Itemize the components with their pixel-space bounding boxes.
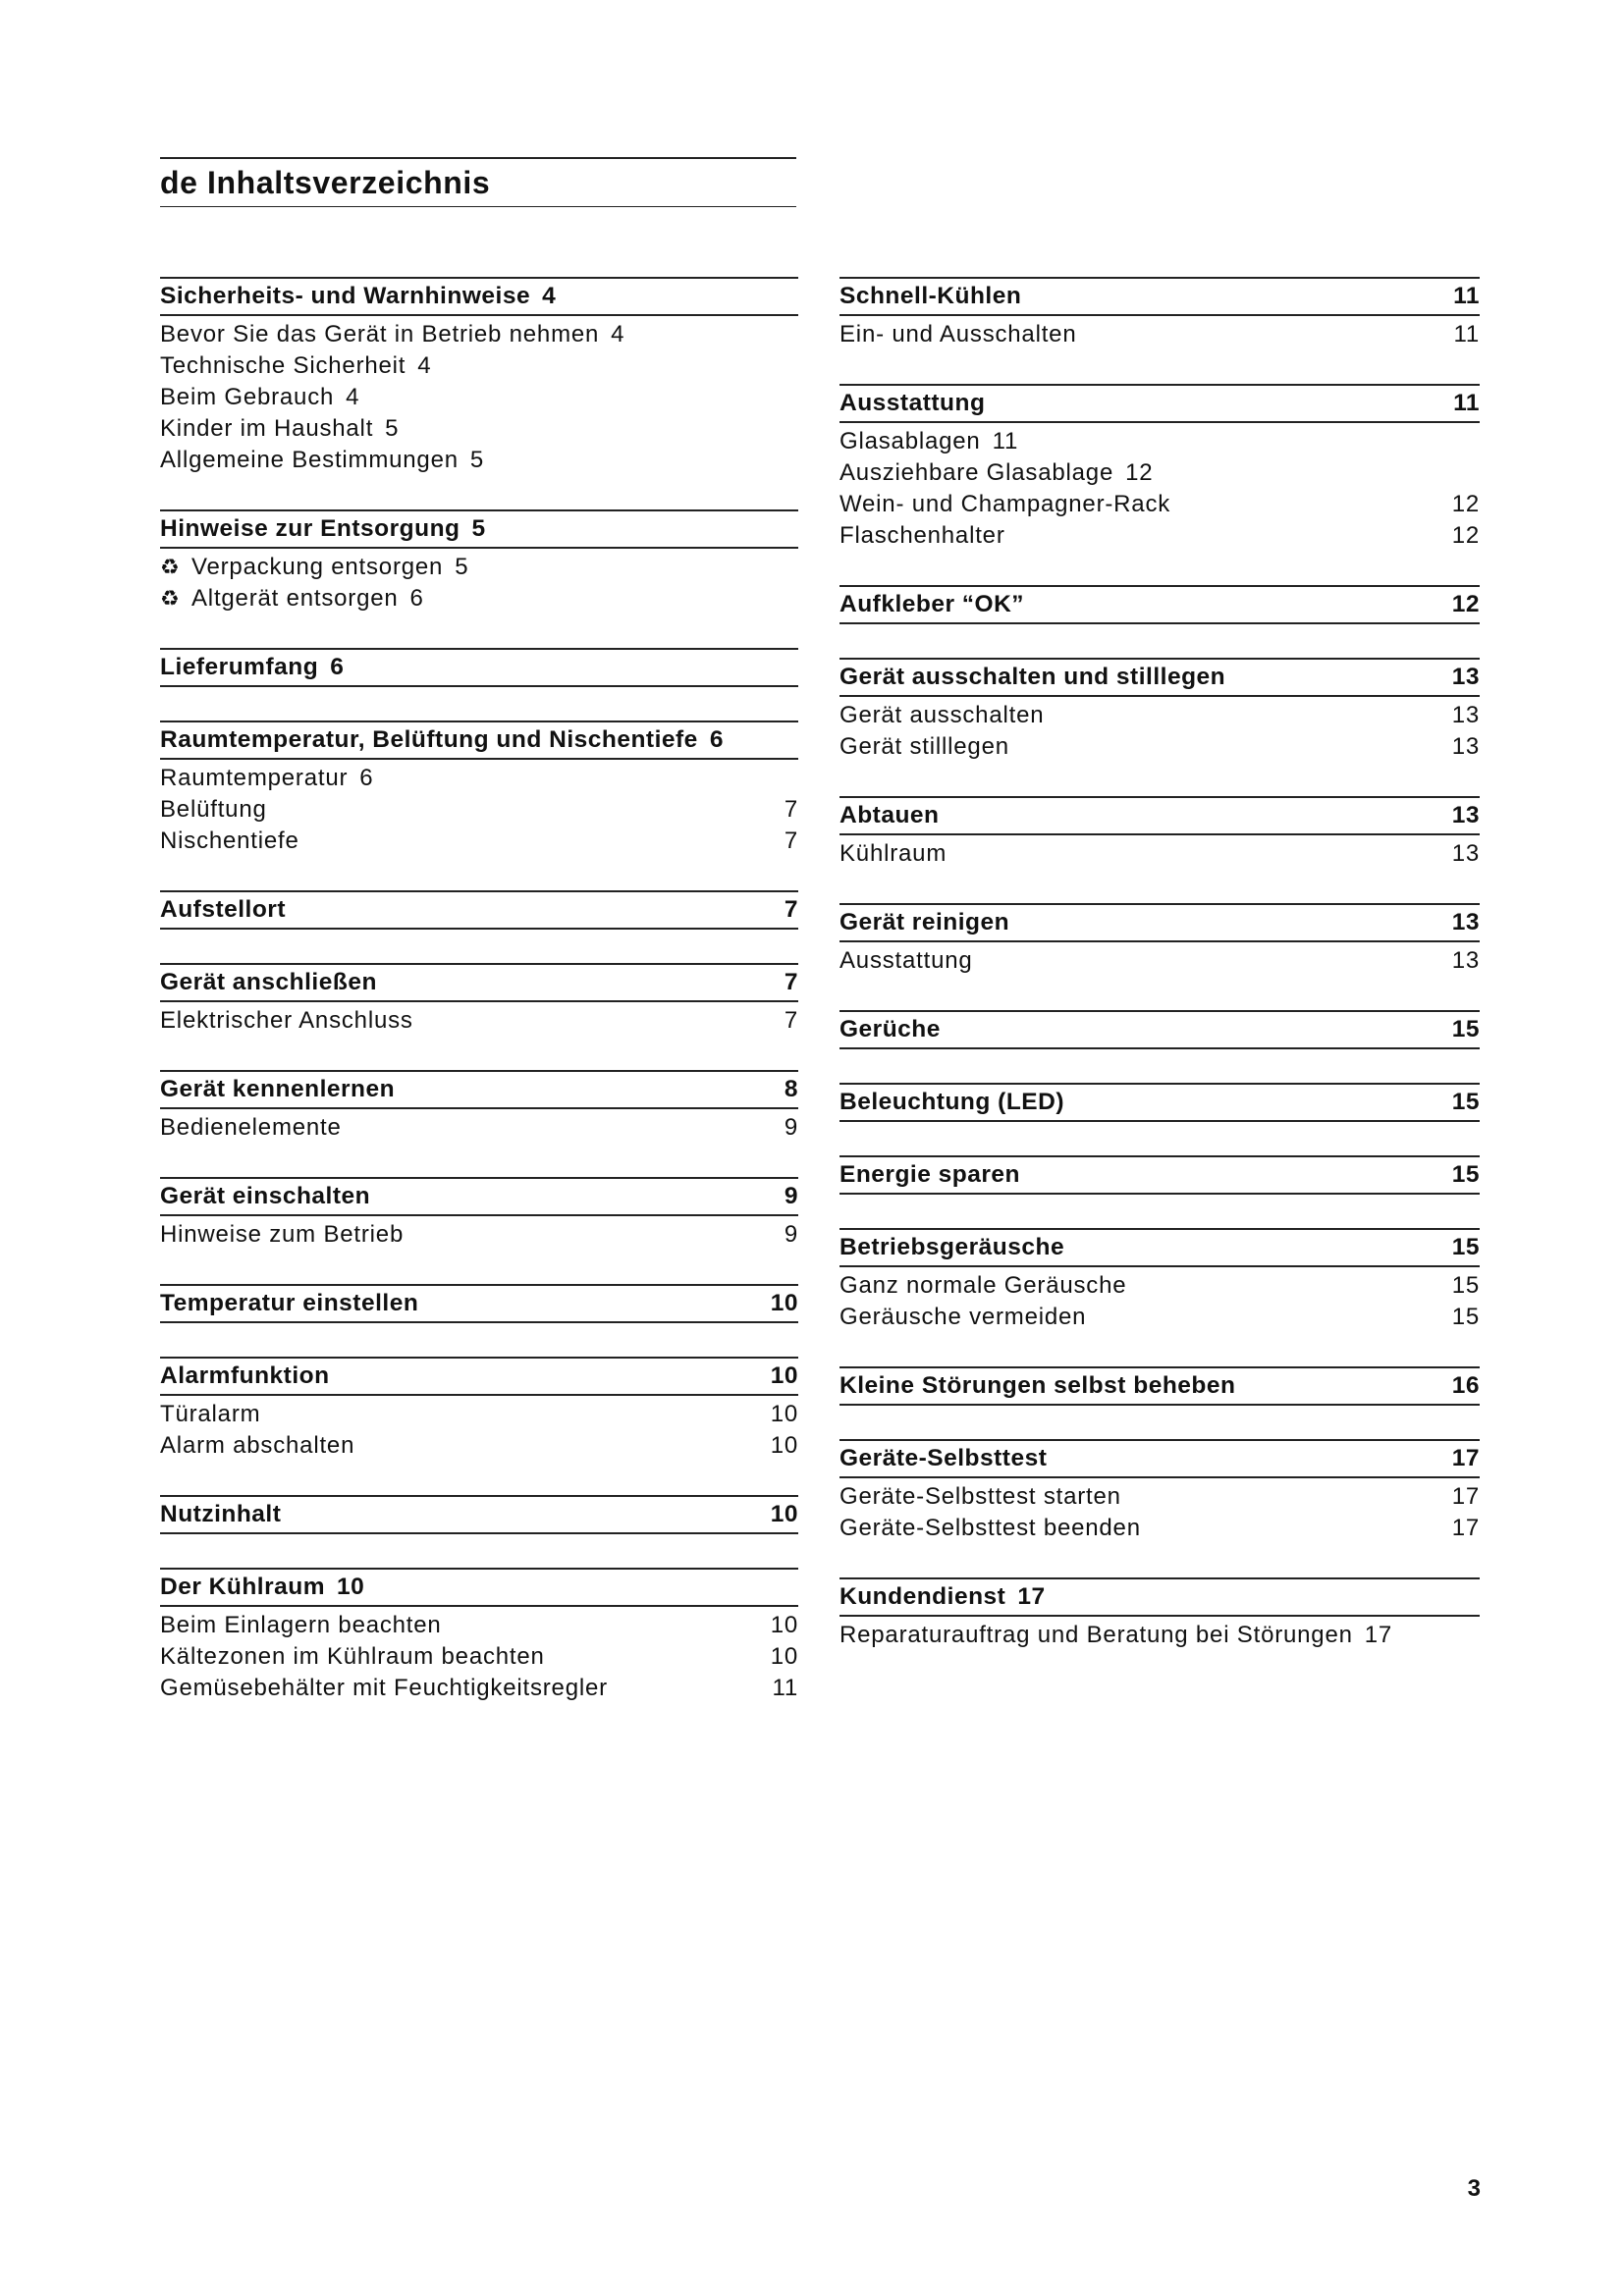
- toc-entry-label: Hinweise zum Betrieb: [160, 1221, 405, 1248]
- toc-section-heading[interactable]: [160, 1284, 798, 1323]
- toc-section-page: 6: [709, 726, 724, 753]
- toc-section-heading[interactable]: [160, 1568, 798, 1607]
- toc-section-heading[interactable]: [160, 277, 798, 316]
- page-title: de Inhaltsverzeichnis: [160, 165, 491, 200]
- toc-section-page: 4: [542, 283, 557, 309]
- toc-entry-text: [160, 1112, 342, 1144]
- toc-entry-page: 10: [770, 1643, 798, 1670]
- toc-entry-text: [160, 794, 267, 826]
- toc-section-page: 13: [1451, 909, 1480, 935]
- toc-entry-text: [839, 945, 973, 977]
- toc-entry-text: [839, 319, 1076, 350]
- toc-entry[interactable]: [839, 1481, 1480, 1513]
- toc-entry[interactable]: [160, 413, 798, 445]
- toc-entry-label: Ganz normale Geräusche: [839, 1272, 1127, 1299]
- toc-entry-label: Altgerät entsorgen: [191, 585, 399, 612]
- toc-entry-text: [160, 583, 399, 614]
- toc-entry[interactable]: [160, 794, 798, 826]
- toc-entry-label: Bevor Sie das Gerät in Betrieb nehmen: [160, 321, 600, 347]
- toc-entry-page: 12: [1451, 491, 1480, 517]
- toc-entry-page: 15: [1451, 1272, 1480, 1299]
- toc-section-page: 15: [1451, 1161, 1480, 1188]
- toc-section-heading[interactable]: [839, 384, 1480, 423]
- toc-section-heading[interactable]: [839, 658, 1480, 697]
- toc-section-title: Gerüche: [839, 1016, 941, 1042]
- toc-section-page: 13: [1451, 802, 1480, 828]
- toc-section-title: Gerät einschalten: [160, 1183, 371, 1209]
- toc-entry-label: Geräte-Selbsttest beenden: [839, 1515, 1141, 1541]
- toc-section-title: Lieferumfang: [160, 654, 319, 680]
- toc-section-page: 13: [1451, 664, 1480, 690]
- toc-section-heading[interactable]: [839, 1083, 1480, 1122]
- toc-section-title: Aufstellort: [160, 896, 286, 923]
- toc-section-title: Schnell-Kühlen: [839, 283, 1022, 309]
- toc-section: [839, 658, 1480, 763]
- toc-section-title: Energie sparen: [839, 1161, 1021, 1188]
- toc-section-title: Kleine Störungen selbst beheben: [839, 1372, 1236, 1399]
- toc-section-page: 17: [1017, 1583, 1046, 1610]
- toc-section-page: 10: [770, 1362, 798, 1389]
- toc-entry-text: [160, 350, 406, 382]
- toc-entry-page: 9: [784, 1114, 798, 1141]
- toc-entry-label: Elektrischer Anschluss: [160, 1007, 413, 1034]
- toc-section-heading[interactable]: [160, 648, 798, 687]
- page-number: 3: [1467, 2175, 1481, 2202]
- toc-section: [839, 277, 1480, 350]
- toc-entry-label: Technische Sicherheit: [160, 352, 406, 379]
- toc-section-title: Ausstattung: [839, 390, 986, 416]
- toc-entry-page: 13: [1451, 840, 1480, 867]
- toc-entry-text: [160, 826, 299, 857]
- toc-section-heading[interactable]: [160, 1177, 798, 1216]
- toc-entry[interactable]: [839, 520, 1480, 552]
- toc-entry-text: [839, 700, 1044, 731]
- toc-section: [160, 509, 798, 614]
- toc-entry[interactable]: [160, 1112, 798, 1144]
- toc-entry[interactable]: [839, 731, 1480, 763]
- toc-entry-label: Nischentiefe: [160, 828, 299, 854]
- toc-entry-label: Gerät stilllegen: [839, 733, 1009, 760]
- toc-section-heading[interactable]: [839, 1366, 1480, 1406]
- toc-entry-page: 17: [1451, 1515, 1480, 1541]
- toc-section: [839, 1228, 1480, 1333]
- toc-entry[interactable]: [839, 1302, 1480, 1333]
- toc-entry-text: [160, 1673, 608, 1704]
- toc-entry-text: [160, 413, 373, 445]
- toc-section-title: Gerät ausschalten und stilllegen: [839, 664, 1226, 690]
- toc-section: [839, 585, 1480, 624]
- toc-section-title: Hinweise zur Entsorgung: [160, 515, 460, 542]
- toc-entry-page: 5: [385, 415, 400, 442]
- toc-section-heading[interactable]: [160, 509, 798, 549]
- toc-section: [160, 648, 798, 687]
- toc-section-page: 17: [1451, 1445, 1480, 1471]
- toc-section-title: Gerät reinigen: [839, 909, 1010, 935]
- toc-section-title: Abtauen: [839, 802, 940, 828]
- toc-entry-page: 17: [1364, 1622, 1393, 1648]
- toc-entry-text: [839, 1302, 1086, 1333]
- toc-entry-text: [160, 1610, 442, 1641]
- toc-section: [839, 1439, 1480, 1544]
- toc-section-title: Aufkleber “OK”: [839, 591, 1025, 617]
- toc-section-page: 15: [1451, 1234, 1480, 1260]
- toc-section-heading[interactable]: [839, 1155, 1480, 1195]
- toc-section-title: Alarmfunktion: [160, 1362, 330, 1389]
- toc-entry[interactable]: [160, 1219, 798, 1251]
- toc-section: [839, 903, 1480, 977]
- toc-entry-label: Beim Einlagern beachten: [160, 1612, 442, 1638]
- toc-entry-label: Geräusche vermeiden: [839, 1304, 1087, 1330]
- toc-section-title: Temperatur einstellen: [160, 1290, 419, 1316]
- toc-entry[interactable]: [839, 945, 1480, 977]
- toc-section-page: 5: [471, 515, 486, 542]
- toc-entry-text: [839, 520, 1005, 552]
- toc-section: [839, 1577, 1480, 1651]
- toc-entry[interactable]: [160, 382, 798, 413]
- toc-section-heading[interactable]: [839, 1228, 1480, 1267]
- toc-entry-page: 10: [770, 1432, 798, 1459]
- toc-entry[interactable]: [160, 552, 798, 583]
- toc-entry-text: [839, 1270, 1126, 1302]
- toc-section-heading[interactable]: [839, 1439, 1480, 1478]
- toc-entry-page: 4: [346, 384, 360, 410]
- toc-entry[interactable]: [160, 1610, 798, 1641]
- toc-entry-page: 12: [1451, 522, 1480, 549]
- toc-section-page: 10: [770, 1290, 798, 1316]
- toc-entry-label: Raumtemperatur: [160, 765, 349, 791]
- toc-section: [839, 1010, 1480, 1049]
- toc-entry-page: 4: [417, 352, 432, 379]
- toc-entry-label: Türalarm: [160, 1401, 261, 1427]
- toc-section-title: Nutzinhalt: [160, 1501, 282, 1527]
- toc-entry-text: [839, 731, 1009, 763]
- toc-section-page: 6: [330, 654, 345, 680]
- toc-entry-label: Kinder im Haushalt: [160, 415, 374, 442]
- toc-section-page: 16: [1451, 1372, 1480, 1399]
- toc-section-heading[interactable]: [160, 1357, 798, 1396]
- toc-entry-text: [839, 1481, 1121, 1513]
- toc-section-title: Beleuchtung (LED): [839, 1089, 1064, 1115]
- toc-section: [839, 796, 1480, 870]
- toc-section-page: 7: [784, 896, 798, 923]
- toc-entry-page: 10: [770, 1401, 798, 1427]
- toc-entry-page: 7: [784, 796, 798, 823]
- toc-entry-text: [160, 552, 443, 583]
- toc-entry-label: Alarm abschalten: [160, 1432, 355, 1459]
- toc-entry[interactable]: [839, 319, 1480, 350]
- toc-entry-label: Ausstattung: [839, 947, 973, 974]
- toc-section-title: Der Kühlraum: [160, 1574, 326, 1600]
- toc-entry-label: Ausziehbare Glasablage: [839, 459, 1114, 486]
- toc-entry[interactable]: [160, 1430, 798, 1462]
- toc-entry[interactable]: [160, 583, 798, 614]
- toc-section-heading[interactable]: [160, 963, 798, 1002]
- toc-section-title: Gerät anschließen: [160, 969, 377, 995]
- toc-entry-text: [839, 489, 1170, 520]
- toc-entry-page: 11: [772, 1675, 798, 1701]
- toc-entry-text: [839, 457, 1113, 489]
- toc-section-page: 7: [784, 969, 798, 995]
- toc-entry-text: [160, 445, 459, 476]
- toc-entry-label: Gemüsebehälter mit Feuchtigkeitsregler: [160, 1675, 608, 1701]
- toc-entry[interactable]: [839, 489, 1480, 520]
- toc-entry[interactable]: [160, 1673, 798, 1704]
- toc-section-heading[interactable]: [839, 277, 1480, 316]
- toc-entry-text: [160, 319, 599, 350]
- toc-entry-page: 5: [469, 447, 485, 473]
- recycle-icon: ♻: [160, 555, 181, 579]
- toc-section: [160, 721, 798, 857]
- toc-section-heading[interactable]: [839, 903, 1480, 942]
- toc-entry[interactable]: [160, 1399, 798, 1430]
- toc-entry[interactable]: [160, 1005, 798, 1037]
- toc-section-title: Kundendienst: [839, 1583, 1006, 1610]
- toc-entry-text: [160, 1430, 354, 1462]
- toc-section-title: Sicherheits- und Warnhinweise: [160, 283, 531, 309]
- toc-entry-label: Belüftung: [160, 796, 267, 823]
- toc-section: [160, 1177, 798, 1251]
- toc-section: [160, 1568, 798, 1704]
- toc-entry-text: [160, 382, 334, 413]
- toc-entry-page: 12: [1125, 459, 1154, 486]
- toc-entry-text: [160, 1005, 413, 1037]
- toc-entry-page: 7: [784, 1007, 798, 1034]
- toc-section: [160, 890, 798, 930]
- toc-entry-text: [160, 1399, 260, 1430]
- toc-entry-page: 9: [784, 1221, 798, 1248]
- toc-entry-label: Gerät ausschalten: [839, 702, 1045, 728]
- toc-section-heading[interactable]: [839, 1577, 1480, 1617]
- toc-entry-label: Verpackung entsorgen: [191, 554, 444, 580]
- toc-section-heading[interactable]: [160, 890, 798, 930]
- toc-entry[interactable]: [160, 826, 798, 857]
- toc-section-title: Geräte-Selbsttest: [839, 1445, 1048, 1471]
- toc-entry[interactable]: [160, 350, 798, 382]
- toc-entry-text: [160, 1641, 545, 1673]
- toc-entry[interactable]: [839, 426, 1480, 457]
- toc-section-title: Betriebsgeräusche: [839, 1234, 1065, 1260]
- toc-entry[interactable]: [160, 763, 798, 794]
- toc-section: [160, 1070, 798, 1144]
- toc-section-page: 10: [337, 1574, 365, 1600]
- toc-section-heading[interactable]: [160, 721, 798, 760]
- toc-entry[interactable]: [839, 838, 1480, 870]
- toc-entry-page: 5: [455, 554, 469, 580]
- toc-entry-page: 17: [1451, 1483, 1480, 1510]
- toc-entry-label: Kältezonen im Kühlraum beachten: [160, 1643, 545, 1670]
- toc-section: [160, 1284, 798, 1323]
- toc-section: [160, 277, 798, 476]
- toc-entry[interactable]: [839, 700, 1480, 731]
- toc-entry-page: 13: [1451, 947, 1480, 974]
- toc-entry-page: 13: [1451, 733, 1480, 760]
- toc-section: [160, 1357, 798, 1462]
- toc-section-page: 8: [784, 1076, 798, 1102]
- toc-entry-page: 6: [359, 765, 374, 791]
- toc-entry-page: 10: [770, 1612, 798, 1638]
- toc-entry-page: 13: [1451, 702, 1480, 728]
- toc-entry-page: 11: [992, 428, 1019, 454]
- toc-entry[interactable]: [839, 1620, 1480, 1651]
- page-title-block: [160, 157, 796, 207]
- toc-section-page: 9: [784, 1183, 798, 1209]
- toc-entry[interactable]: [160, 445, 798, 476]
- toc-entry-label: Bedienelemente: [160, 1114, 342, 1141]
- toc-entry-label: Wein- und Champagner-Rack: [839, 491, 1171, 517]
- toc-entry[interactable]: [160, 1641, 798, 1673]
- toc-section-heading[interactable]: [160, 1495, 798, 1534]
- toc-entry-text: [160, 763, 348, 794]
- toc-section-page: 11: [1453, 283, 1480, 309]
- toc-section-page: 10: [770, 1501, 798, 1527]
- toc-entry-text: [839, 1620, 1353, 1651]
- toc-entry-text: [839, 838, 947, 870]
- toc-section-page: 15: [1451, 1016, 1480, 1042]
- toc-entry-page: 15: [1451, 1304, 1480, 1330]
- toc-entry[interactable]: [839, 1270, 1480, 1302]
- toc-entry-label: Kühlraum: [839, 840, 947, 867]
- toc-entry-text: [839, 1513, 1141, 1544]
- toc-section: [839, 384, 1480, 552]
- toc-entry-page: 4: [611, 321, 625, 347]
- toc-entry-label: Beim Gebrauch: [160, 384, 335, 410]
- toc-section: [160, 963, 798, 1037]
- toc-left-column: [160, 277, 798, 1737]
- toc-section: [839, 1083, 1480, 1122]
- toc-section-heading[interactable]: [839, 585, 1480, 624]
- toc-entry-text: [160, 1219, 404, 1251]
- toc-section-heading[interactable]: [839, 796, 1480, 835]
- toc-entry[interactable]: [160, 319, 798, 350]
- toc-section: [160, 1495, 798, 1534]
- toc-entry-label: Ein- und Ausschalten: [839, 321, 1077, 347]
- toc-section-title: Gerät kennenlernen: [160, 1076, 396, 1102]
- toc-entry-label: Geräte-Selbsttest starten: [839, 1483, 1121, 1510]
- recycle-icon: ♻: [160, 586, 181, 611]
- toc-entry-label: Allgemeine Bestimmungen: [160, 447, 459, 473]
- toc-right-column: [839, 277, 1480, 1684]
- toc-entry-label: Reparaturauftrag und Beratung bei Störungen: [839, 1622, 1353, 1648]
- toc-entry[interactable]: [839, 1513, 1480, 1544]
- toc-section-page: 15: [1451, 1089, 1480, 1115]
- toc-entry-label: Flaschenhalter: [839, 522, 1005, 549]
- toc-section-heading[interactable]: [839, 1010, 1480, 1049]
- toc-section-page: 11: [1453, 390, 1480, 416]
- toc-entry-label: Glasablagen: [839, 428, 981, 454]
- toc-entry-text: [839, 426, 981, 457]
- toc-section: [839, 1155, 1480, 1195]
- toc-section-title: Raumtemperatur, Belüftung und Nischentiefe: [160, 726, 698, 753]
- toc-entry-page: 7: [784, 828, 798, 854]
- toc-section-heading[interactable]: [160, 1070, 798, 1109]
- toc-entry[interactable]: [839, 457, 1480, 489]
- toc-section-page: 12: [1451, 591, 1480, 617]
- toc-entry-page: 6: [409, 585, 424, 612]
- toc-entry-page: 11: [1453, 321, 1480, 347]
- toc-section: [839, 1366, 1480, 1406]
